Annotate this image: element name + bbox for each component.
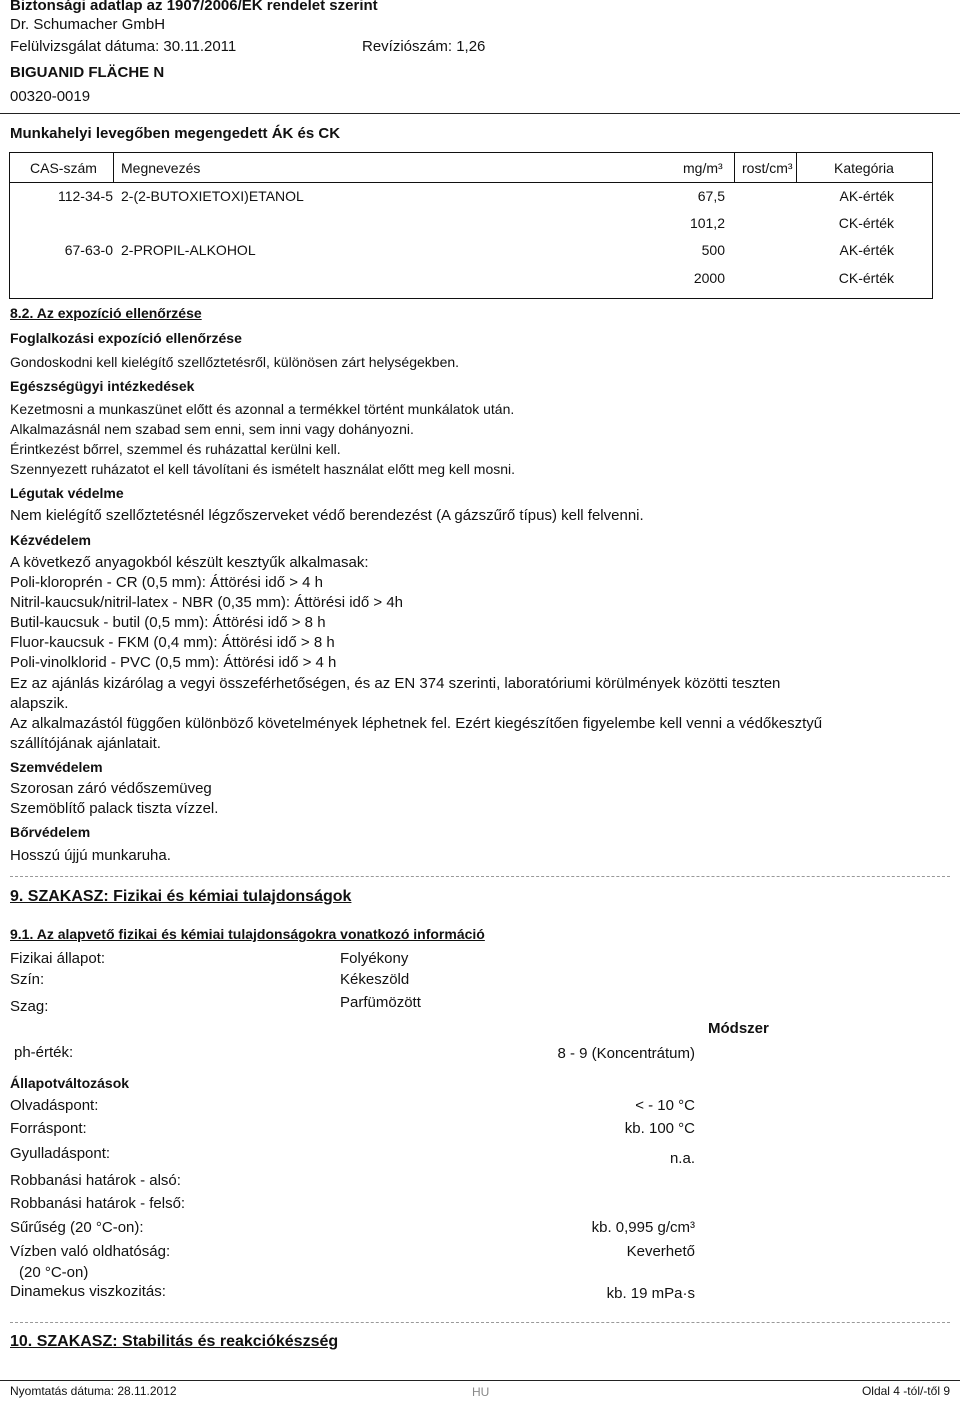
hand-line: Fluor-kaucsuk - FKM (0,4 mm): Áttörési idő > 8 h: [10, 634, 335, 651]
col-header-fibers: rost/cm³: [742, 160, 793, 176]
prop-label: Fizikai állapot:: [10, 950, 106, 967]
state-value: kb. 100 °C: [624, 1120, 695, 1137]
state-label: Vízben való oldhatóság:: [10, 1243, 171, 1260]
section-divider: [10, 1322, 950, 1323]
respiratory-text: Nem kielégítő szellőztetésnél légzőszerveket védő berendezést (A gázszűrő típus) kell felvenni.: [10, 507, 644, 524]
respiratory-heading: Légutak védelme: [10, 485, 124, 501]
table-cell-category: CK-érték: [838, 270, 894, 286]
state-label: Dinamekus viszkozitás:: [10, 1283, 166, 1300]
header-divider: [0, 113, 960, 114]
hand-line: Poli-kloroprén - CR (0,5 mm): Áttörési idő > 4 h: [10, 574, 324, 591]
table-cell-category: AK-érték: [839, 188, 894, 204]
hand-line: Nitril-kaucsuk/nitril-latex - NBR (0,35 mm): Áttörési idő > 4h: [10, 594, 404, 611]
product-name: BIGUANID FLÄCHE N: [10, 64, 165, 81]
skin-heading: Bőrvédelem: [10, 824, 91, 840]
table-cell-mg: 500: [701, 242, 725, 258]
state-value: kb. 19 mPa·s: [606, 1285, 695, 1302]
state-value: Keverhető: [626, 1243, 695, 1260]
review-date: Felülvizsgálat dátuma: 30.11.2011: [10, 38, 237, 55]
table-cell-name: 2-(2-BUTOXIETOXI)ETANOL: [121, 188, 304, 204]
state-label: Sűrűség (20 °C-on):: [10, 1219, 144, 1236]
hand-line: szállítójának ajánlatait.: [10, 735, 161, 752]
col-divider: [734, 153, 735, 182]
hand-line: Butil-kaucsuk - butil (0,5 mm): Áttörési idő > 8 h: [10, 614, 326, 631]
state-label: Gyulladáspont:: [10, 1145, 111, 1162]
hand-line: A következő anyagokból készült kesztyűk alkalmasak:: [10, 554, 369, 571]
print-date: Nyomtatás dátuma: 28.11.2012: [10, 1384, 177, 1398]
company-name: Dr. Schumacher GmbH: [10, 16, 166, 33]
health-line: Alkalmazásnál nem szabad sem enni, sem inni vagy dohányozni.: [10, 421, 414, 437]
occupational-heading: Foglalkozási expozíció ellenőrzése: [10, 330, 242, 346]
ph-value: 8 - 9 (Koncentrátum): [557, 1045, 695, 1062]
table-cell-category: CK-érték: [838, 215, 894, 231]
prop-label: Szín:: [10, 971, 45, 988]
table-cell-mg: 2000: [693, 270, 725, 286]
skin-text: Hosszú újjú munkaruha.: [10, 847, 171, 864]
product-code: 00320-0019: [10, 88, 91, 105]
col-header-name: Megnevezés: [121, 160, 201, 176]
hand-line: Ez az ajánlás kizárólag a vegyi összeférhetőségen, és az EN 374 szerinti, laboratóriumi körülmények közötti teszten: [10, 675, 781, 692]
section9-subheading: 9.1. Az alapvető fizikai és kémiai tulajdonságokra vonatkozó információ: [10, 926, 485, 942]
prop-label: Szag:: [10, 998, 49, 1015]
ph-label: ph-érték:: [14, 1044, 74, 1061]
doc-title: Biztonsági adatlap az 1907/2006/EK rendelet szerint: [10, 0, 378, 14]
col-header-cas: CAS-szám: [30, 160, 97, 176]
revision-number: Revíziószám: 1,26: [362, 38, 486, 55]
state-label: (20 °C-on): [19, 1264, 89, 1281]
table-cell-mg: 101,2: [689, 215, 725, 231]
limits-title: Munkahelyi levegőben megengedett ÁK és CK: [10, 125, 341, 142]
prop-value: Folyékony: [340, 950, 409, 967]
table-cell-mg: 67,5: [697, 188, 725, 204]
health-heading: Egészségügyi intézkedések: [10, 378, 195, 394]
state-value: kb. 0,995 g/cm³: [591, 1219, 695, 1236]
page-number: Oldal 4 -tól/-től 9: [861, 1384, 950, 1398]
state-label: Forráspont:: [10, 1120, 87, 1137]
section9-heading: 9. SZAKASZ: Fizikai és kémiai tulajdonságok: [10, 888, 352, 905]
eye-line: Szemöblítő palack tiszta vízzel.: [10, 800, 219, 817]
occupational-text: Gondoskodni kell kielégítő szellőztetésről, különösen zárt helységekben.: [10, 354, 460, 370]
prop-value: Kékeszöld: [340, 971, 410, 988]
col-divider: [796, 153, 797, 182]
state-value: n.a.: [669, 1150, 695, 1167]
prop-value: Parfümözött: [340, 994, 421, 1011]
section-divider: [10, 876, 950, 877]
table-cell-category: AK-érték: [839, 242, 894, 258]
limits-header-divider: [10, 182, 932, 183]
hand-heading: Kézvédelem: [10, 532, 91, 548]
hand-line: alapszik.: [10, 695, 69, 712]
state-value: < - 10 °C: [635, 1097, 695, 1114]
hand-line: Poli-vinolklorid - PVC (0,5 mm): Áttörési idő > 4 h: [10, 654, 337, 671]
section10-heading: 10. SZAKASZ: Stabilitás és reakciókészség: [10, 1333, 339, 1350]
hand-line: Az alkalmazástól függően különböző követelmények léphetnek fel. Ezért kiegészítően figyelembe kell venni a védőkesztyű: [10, 715, 823, 732]
state-heading: Állapotváltozások: [10, 1075, 130, 1091]
state-label: Olvadáspont:: [10, 1097, 99, 1114]
table-cell-cas: 112-34-5: [57, 188, 113, 204]
col-header-category: Kategória: [834, 160, 894, 176]
table-cell-name: 2-PROPIL-ALKOHOL: [121, 242, 256, 258]
col-header-mg: mg/m³: [683, 160, 723, 176]
health-line: Szennyezett ruházatot el kell távolítani és ismételt használat előtt meg kell mosni.: [10, 461, 516, 477]
table-cell-cas: 67-63-0: [64, 242, 113, 258]
eye-line: Szorosan záró védőszemüveg: [10, 780, 212, 797]
health-line: Kezetmosni a munkaszünet előtt és azonnal a termékkel történt munkálatok után.: [10, 401, 515, 417]
state-label: Robbanási határok - alsó:: [10, 1172, 181, 1189]
footer-divider: [0, 1380, 960, 1381]
eye-heading: Szemvédelem: [10, 759, 103, 775]
exposure-heading: 8.2. Az expozíció ellenőrzése: [10, 305, 202, 321]
state-label: Robbanási határok - felső:: [10, 1195, 186, 1212]
method-column-header: Módszer: [708, 1020, 769, 1037]
health-line: Érintkezést bőrrel, szemmel és ruházattal kerülni kell.: [10, 441, 341, 457]
language-code: HU: [472, 1385, 490, 1399]
col-divider: [113, 153, 114, 182]
